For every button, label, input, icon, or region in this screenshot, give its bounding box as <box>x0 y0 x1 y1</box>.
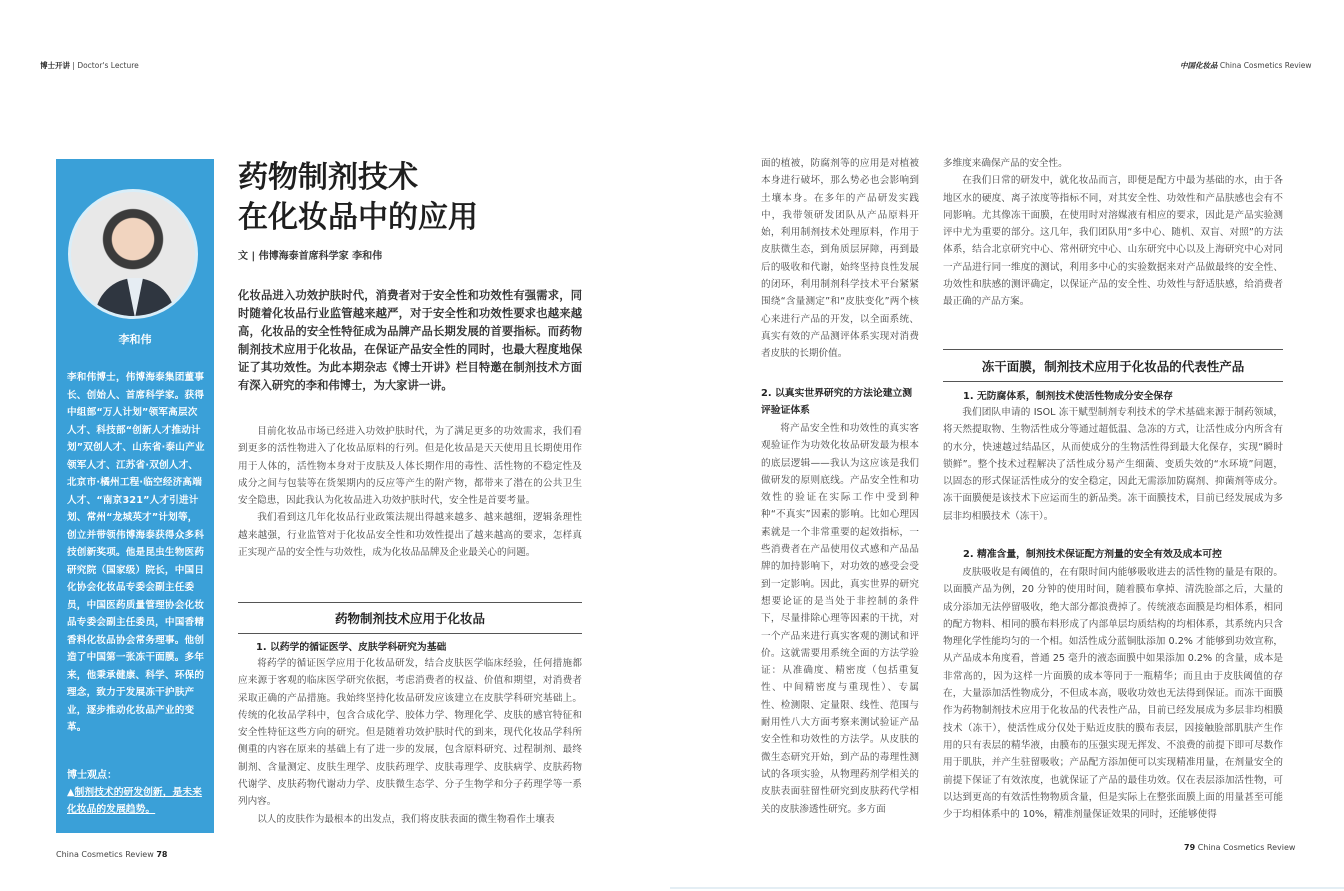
section-divider <box>943 349 1283 350</box>
paragraph: 我们团队申请的 ISOL 冻干赋型制剂专利技术的学术基础来源于制药领域，将天然提取物、生物活性成分等通过超低温、急冻的方式，让活性成分内所含有的水分，快速越过结晶区，从而使成分的生物活性得到最大化保存，实现“瞬时锁鲜”。整个技术过程解决了活性成分易产生细菌、变质失效的“水环境”问题，以固态的形式保证活性成分的安全稳定，因此无需添加防腐剂、抑菌剂等成分。冻干面膜便是该技术下应运而生的新品类。冻干面膜技术，目前已经发展成为多层非均相膜技术（冻干）。 <box>943 407 1283 522</box>
magazine-logo: 中国化妆品 <box>1180 61 1218 70</box>
body-right-top <box>943 155 1283 311</box>
paragraph-continued: 多维度来确保产品的安全性。 <box>943 158 1068 169</box>
body-right-middle <box>943 404 1283 525</box>
page-number: 79 <box>1184 843 1196 852</box>
section-name: 博士开讲 <box>40 61 70 70</box>
author-name: 李和伟 <box>118 333 152 346</box>
bottom-edge <box>670 887 1344 889</box>
article-title-line2: 在化妆品中的应用 <box>238 200 478 235</box>
section-header: 博士开讲 | Doctor's Lecture <box>40 61 139 70</box>
footer-magazine-name: China Cosmetics Review <box>56 850 154 859</box>
subsection-title: 2. 以真实世界研究的方法论建立测评验证体系 <box>761 388 913 416</box>
paragraph: 我们看到这几年化妆品行业政策法规出得越来越多、越来越细，逻辑条理性越来越强，行业监管对于化妆品安全性和功效性提出了越来越高的要求，怎样真正实现产品的安全性与功效性，成为化妆品品牌及企业最关心的问题。 <box>238 512 582 559</box>
article-intro: 化妆品进入功效护肤时代，消费者对于安全性和功效性有强需求，同时随着化妆品行业监管越来越严，对于安全性和功效性要求也越来越高，化妆品的安全性特征成为品牌产品长期发展的首要指标。而药物制剂技术应用于化妆品，在保证产品安全性的同时，也最大程度地保证了其功效性。为此本期杂志《博士开讲》栏目特邀在制剂技术方面有深入研究的李和伟博士，为大家讲一讲。 <box>238 289 582 392</box>
section-divider <box>238 602 582 603</box>
author-sidebar <box>56 159 214 833</box>
viewpoint-bullet: ▲ <box>67 787 75 798</box>
footer-right <box>1184 843 1295 852</box>
article-title-line1: 药物制剂技术 <box>238 160 418 195</box>
viewpoint-text: 制剂技术的研发创新，是未来化妆品的发展趋势。 <box>67 787 202 815</box>
viewpoint <box>67 784 207 818</box>
paragraph: 将药学的循证医学应用于化妆品研发，结合皮肤医学临床经验，任何措施都应来源于客观的临床医学研究依据，考虑消费者的权益、价值和期望，对消费者采取正确的产品措施。我始终坚持化妆品研发应该建立在皮肤学科研究基础上。传统的化妆品学科中，包含合成化学、胶体力学、物理化学、皮肤的感官特征和安全性特征这些方向的研究。但是随着功效护肤时代的到来，现代化妆品学科所侧重的内容在原来的基础上有了进一步的发展，包含原料研究、过程制剂、最终制剂、含量测定、皮肤生理学、皮肤药理学、皮肤毒理学、皮肤病学、皮肤药物代谢学、皮肤药物代谢动力学、皮肤微生态学、分子生物学和分子药理学等一系列内容。 <box>238 658 582 808</box>
body-left-top <box>238 423 582 561</box>
page-number: 78 <box>156 850 168 859</box>
paragraph: 以人的皮肤作为最根本的出发点，我们将皮肤表面的微生物看作土壤表 <box>257 813 555 825</box>
paragraph-continued: 面的植被，防腐剂等的应用是对植被本身进行破坏，那么势必也会影响到土壤本身。在多年的产品研发实践中，我带领研发团队从产品原料开始，利用制剂技术处理原料，作用于皮肤微生态，到角质层屏障，再到最后的吸收和代谢，始终坚持良性发展的闭环，利用制剂科学技术平台紧紧围绕“含量测定”和“皮肤变化”两个核心来进行产品的开发，以全面系统、真实有效的产品测评体系实现对消费者皮肤的长期价值。 <box>761 158 919 360</box>
section-title: 冻干面膜，制剂技术应用于化妆品的代表性产品 <box>981 359 1245 374</box>
section-title: 药物制剂技术应用于化妆品 <box>334 611 485 626</box>
magazine-name: China Cosmetics Review <box>1219 61 1312 70</box>
body-right-bottom <box>943 564 1283 823</box>
paragraph: 将产品安全性和功效性的真实客观验证作为功效化妆品研发最为根本的底层逻辑——我认为这应该是我们做研发的原则底线。产品安全性和功效性的验证在实际工作中受到种种“不真实”因素的影响。比如心理因素就是一个非常重要的起效指标，一些消费者在产品使用仪式感和产品品牌的加持影响下，对功效的感受会受到一定影响。因此，真实世界的研究想要论证的是当处于非控制的条件下，尽量排除心理等因素的干扰，对一个产品来进行真实客观的测试和评价。这就需要用系统全面的方法学验证：从准确度、精密度（包括重复性、中间精密度与重现性）、专属性、检测限、定量限、线性、范围与耐用性八大方面考察来测试验证产品安全性和功效性的方法学。从皮肤的微生态研究开始，到产品的毒理性测试的各项实验，从物理药剂学相关的皮肤表面驻留性研究到皮肤药代学相关的皮肤渗透性研究。多方面 <box>761 423 919 815</box>
byline: 文 | 伟博海泰首席科学家 李和伟 <box>238 251 383 262</box>
viewpoint-title: 博士观点： <box>67 770 117 781</box>
author-bio: 李和伟博士，伟博海泰集团董事长、创始人、首席科学家。获得中组部“万人计划”领军高层次人才、科技部“创新人才推动计划”双创人才、山东省·泰山产业领军人才、江苏省·双创人才、北京市·橘州工程·临空经济高端人才、“南京321”人才引进计划、常州“龙城英才”计划等，创立并带领伟博海泰获得众多科技创新奖项。他是昆虫生物医药研究院（国家级）院长，中国日化协会化妆品专委会副主任委员，中国医药质量管理协会化妆品专委会副主任委员，中国香精香料化妆品协会常务理事。他创造了中国第一张冻干面膜。多年来，他秉承健康、科学、环保的理念，致力于发展冻干护肤产业，逐步推动化妆品产业的变革。 <box>67 372 205 733</box>
body-middle-bottom <box>761 420 919 818</box>
footer-magazine-name: China Cosmetics Review <box>1197 843 1296 852</box>
body-left-bottom <box>238 655 582 828</box>
section-divider <box>238 633 582 634</box>
article-title <box>238 158 478 238</box>
paragraph: 目前化妆品市场已经进入功效护肤时代，为了满足更多的功效需求，我们看到更多的活性物进入了化妆品原料的行列。但是化妆品是天天使用且长期使用作用于人体的，活性物本身对于皮肤及人体长期作用的毒性、活性物的不稳定性及成分之间与包装等在货架期内的反应等产生的附产物，都带来了潜在的公共卫生安全隐患，因此我认为化妆品进入功效护肤时代，安全性是首要考量。 <box>238 426 582 507</box>
paragraph: 皮肤吸收是有阈值的，在有限时间内能够吸收进去的活性物的量是有限的。以面膜产品为例，20 分钟的使用时间，随着膜布拿掉、清洗脸部之后，大量的成分添加无法停留吸收，绝大部分都浪费掉了。传统液态面膜是均相体系，相同的配方物料、相同的膜布料形成了内部单层均质结构的均相体系，其系统内只含物理化学性能均匀的一个相。如活性成分蓝铜肽添加 0.2% 才能够到功效宣称，从产品成本角度看，普通 25 毫升的液态面膜中如果添加 0.2% 的含量，成本是非常高的，因为这样一片面膜的成本等同于一瓶精华；而且由于皮肤阈值的存在，大量添加活性物成分，不但成本高，吸收功效也无法得到保证。而冻干面膜作为药物制剂技术应用于化妆品的代表性产品，目前已经发展成为多层非均相膜技术（冻干），使活性成分仅处于贴近皮肤的膜布表层，因接触脸部肌肤产生作用的只有表层的精华液，由膜布的压强实现无挥发、不浪费的前提下即可尽数作用于肌肤，并产生驻留吸收；产品配方添加便可以实现精准用量，在剂量安全的前提下保证了有效浓度，也就保证了产品的最佳功效。仅在表层添加活性物，可以达到更高的有效活性物物质含量，但是实际上在整张面膜上面的用量甚至可能少于均相体系中的 10%，精准剂量保证效果的同时，还能够使得 <box>943 567 1283 821</box>
section-divider <box>943 381 1283 382</box>
section-subname: Doctor's Lecture <box>77 61 139 70</box>
body-middle-top <box>761 155 919 363</box>
subsection-title: 2. 精准含量，制剂技术保证配方剂量的安全有效及成本可控 <box>963 549 1222 560</box>
author-photo <box>68 189 198 319</box>
magazine-header <box>1180 60 1312 71</box>
footer-left <box>56 850 167 859</box>
subsection-title: 1. 无防腐体系，制剂技术使活性物成分安全保存 <box>963 391 1173 402</box>
subsection-title: 1. 以药学的循证医学、皮肤学科研究为基础 <box>256 642 447 653</box>
paragraph: 在我们日常的研发中，就化妆品而言，即便是配方中最为基础的水，由于各地区水的硬度、离子浓度等指标不同，对其安全性、功效性和产品肤感也会有不同影响。尤其像冻干面膜，在使用时对溶媒液有相应的要求，因此是产品实验测评中尤为重要的部分。这几年，我们团队用“多中心、随机、双盲、对照”的方法体系，结合北京研究中心、常州研究中心、山东研究中心以及上海研究中心对同一产品进行同一维度的测试，利用多中心的实验数据来对产品做最终的安全性、功效性和肤感的测评确定，以保证产品的安全性、功效性与舒适肤感，给消费者最正确的产品方案。 <box>943 175 1283 308</box>
